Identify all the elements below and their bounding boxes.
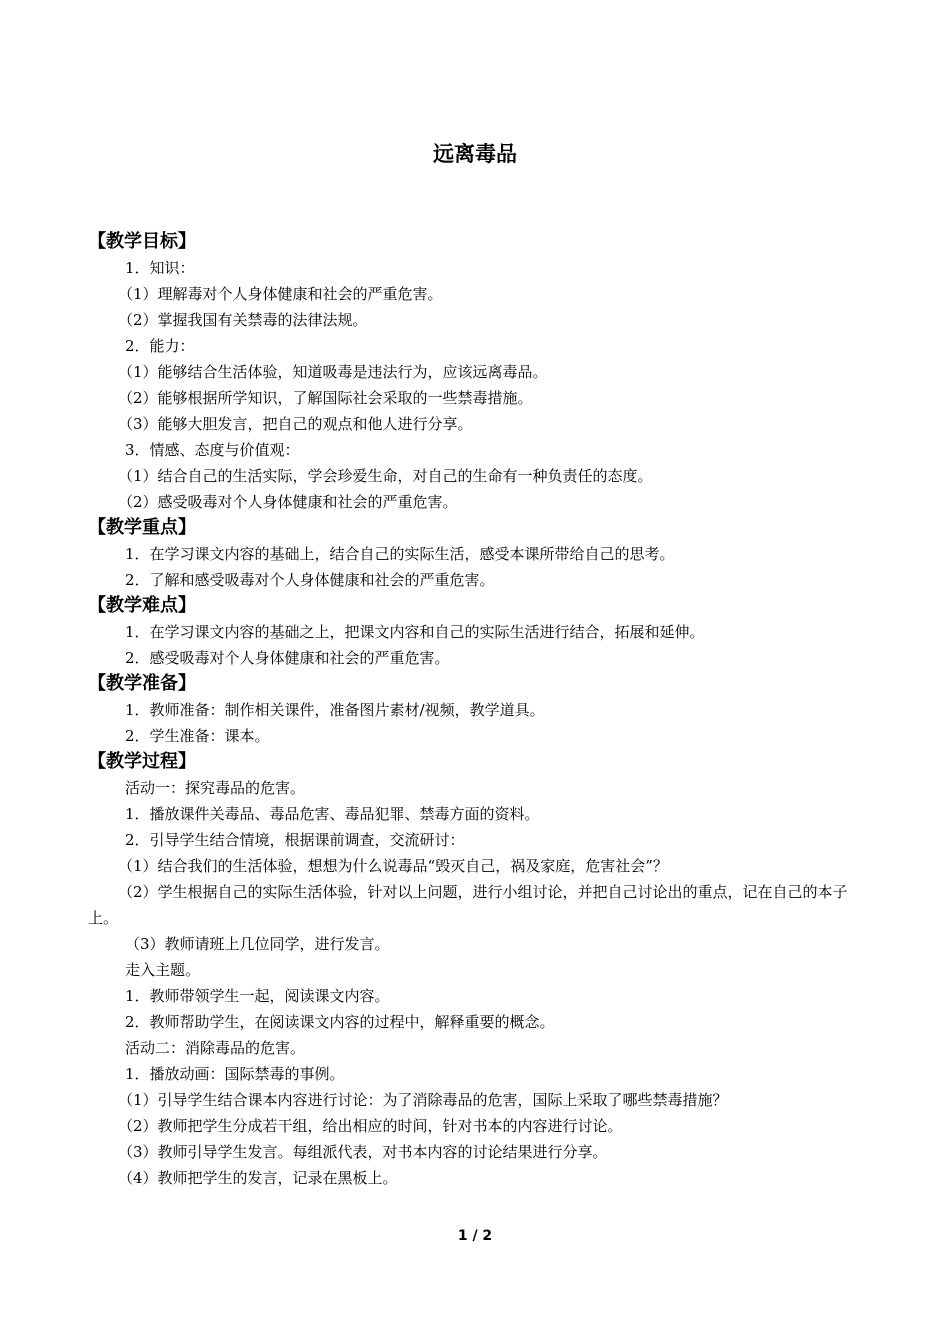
paragraph: 2．学生准备：课本。 — [125, 727, 270, 745]
paragraph: （2）能够根据所学知识，了解国际社会采取的一些禁毒措施。 — [118, 389, 533, 407]
page-title: 远离毒品 — [433, 142, 517, 166]
paragraph: 1．播放课件关毒品、毒品危害、毒品犯罪、禁毒方面的资料。 — [125, 805, 540, 823]
section-heading: 【教学准备】 — [88, 673, 196, 694]
paragraph: （1）理解毒对个人身体健康和社会的严重危害。 — [118, 285, 443, 303]
paragraph: 1．教师带领学生一起，阅读课文内容。 — [125, 987, 390, 1005]
paragraph: 2．能力： — [125, 337, 195, 355]
paragraph: 1．在学习课文内容的基础上，结合自己的实际生活，感受本课所带给自己的思考。 — [125, 545, 675, 563]
paragraph: 活动一：探究毒品的危害。 — [125, 779, 306, 797]
section-objectives — [88, 229, 864, 515]
page-number: 1 / 2 — [457, 1228, 493, 1244]
section-process — [88, 749, 864, 1191]
paragraph: 2．教师帮助学生，在阅读课文内容的过程中，解释重要的概念。 — [125, 1013, 555, 1031]
paragraph: （3）能够大胆发言，把自己的观点和他人进行分享。 — [118, 415, 473, 433]
paragraph: 走入主题。 — [125, 961, 201, 979]
section-preparation — [88, 671, 864, 749]
paragraph: （2）学生根据自己的实际生活体验，针对以上问题，进行小组讨论，并把自己讨论出的重点，记在自己的本子上。 — [88, 883, 848, 927]
paragraph: （1）引导学生结合课本内容进行讨论：为了消除毒品的危害，国际上采取了哪些禁毒措施？ — [118, 1091, 728, 1109]
section-heading: 【教学目标】 — [88, 231, 196, 252]
paragraph: 2．了解和感受吸毒对个人身体健康和社会的严重危害。 — [125, 571, 495, 589]
paragraph: （3）教师引导学生发言。每组派代表，对书本内容的讨论结果进行分享。 — [118, 1143, 608, 1161]
paragraph: 2．感受吸毒对个人身体健康和社会的严重危害。 — [125, 649, 450, 667]
paragraph: 3．情感、态度与价值观： — [125, 441, 300, 459]
paragraph: （2）感受吸毒对个人身体健康和社会的严重危害。 — [118, 493, 458, 511]
section-heading: 【教学过程】 — [88, 751, 196, 772]
paragraph: （1）结合自己的生活实际，学会珍爱生命，对自己的生命有一种负责任的态度。 — [118, 467, 653, 485]
document-body — [88, 229, 864, 1191]
paragraph: （3）教师请班上几位同学，进行发言。 — [125, 935, 390, 953]
section-difficulties — [88, 593, 864, 671]
paragraph: （1）能够结合生活体验，知道吸毒是违法行为，应该远离毒品。 — [118, 363, 548, 381]
section-key-points — [88, 515, 864, 593]
paragraph: 1．在学习课文内容的基础之上，把课文内容和自己的实际生活进行结合，拓展和延伸。 — [125, 623, 705, 641]
paragraph: （2）掌握我国有关禁毒的法律法规。 — [118, 311, 368, 329]
paragraph: （4）教师把学生的发言，记录在黑板上。 — [118, 1169, 398, 1187]
paragraph: 2．引导学生结合情境，根据课前调查，交流研讨： — [125, 831, 465, 849]
paragraph: （2）教师把学生分成若干组，给出相应的时间，针对书本的内容进行讨论。 — [118, 1117, 623, 1135]
paragraph: 1．知识： — [125, 259, 195, 277]
paragraph: 1．教师准备：制作相关课件，准备图片素材/视频，教学道具。 — [125, 701, 545, 719]
section-heading: 【教学重点】 — [88, 517, 196, 538]
paragraph: 1．播放动画：国际禁毒的事例。 — [125, 1065, 345, 1083]
section-heading: 【教学难点】 — [88, 595, 196, 616]
paragraph: 活动二：消除毒品的危害。 — [125, 1039, 306, 1057]
paragraph: （1）结合我们的生活体验，想想为什么说毒品“毁灭自己，祸及家庭，危害社会”？ — [118, 857, 668, 875]
